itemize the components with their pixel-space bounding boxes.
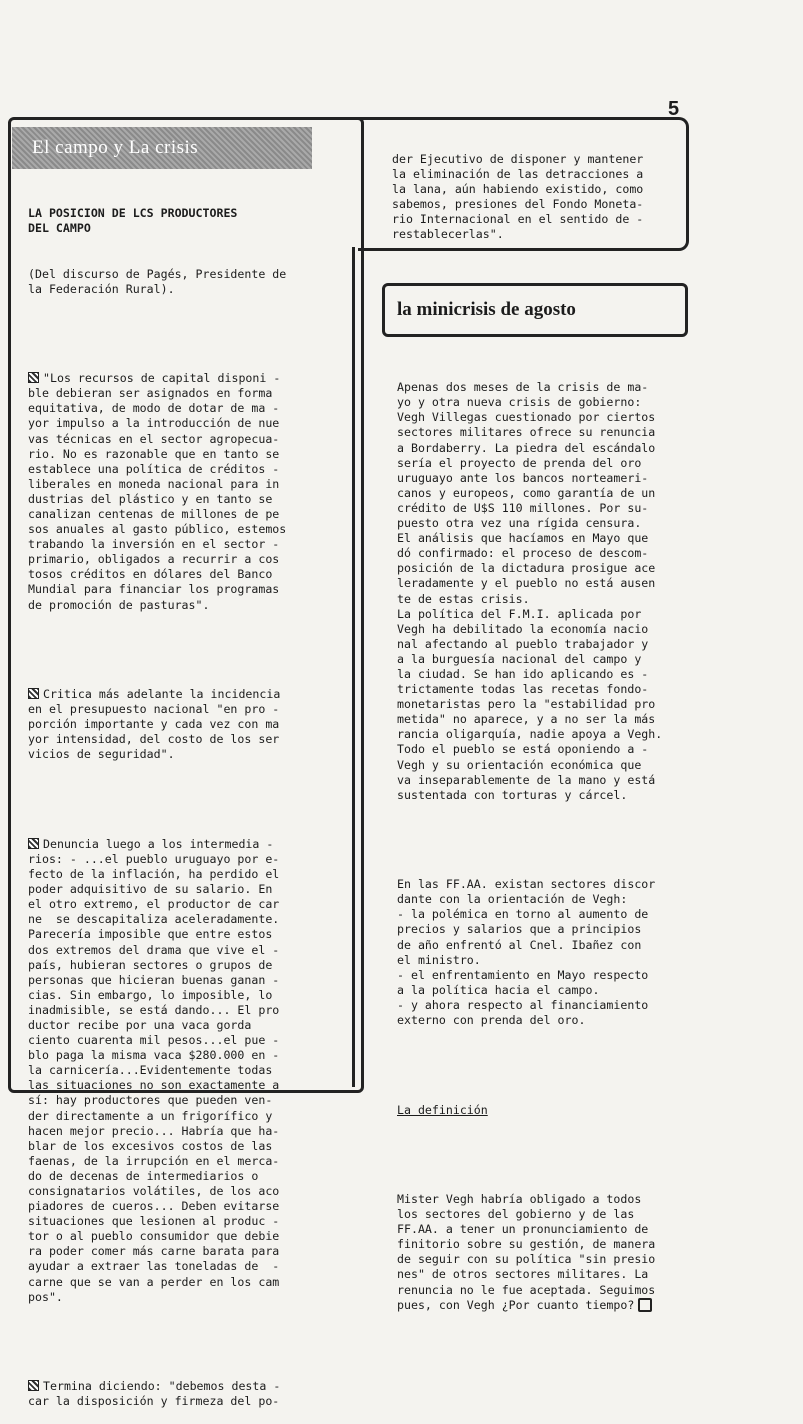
bullet-icon xyxy=(28,372,39,383)
end-mark-icon xyxy=(638,1298,652,1312)
minicrisis-paragraph-1: Apenas dos meses de la crisis de ma- yo y otra nueva crisis de gobierno: Vegh Villegas cuestionado por ciertos sectores militares ofrece su renuncia a Bordaberry. La piedra del escándalo sería el proyecto de prenda del oro uruguayo ante los bancos norteameri- canos y europeos, como garantía de un crédito de U$S 110 millones. Por su- puesto otra vez una rígida censura. El análisis que hacíamos en Mayo que dó confirmado: el proceso de descom- posición de la dictadura prosigue ace leradamente y el pueblo no está ausen te de estas crisis. La política del F.M.I. aplicada por Vegh ha debilitado la economía nacio nal afectando al pueblo trabajador y a la burguesía nacional del campo y la ciudad. Se han ido aplicando es - trictamente todas las recetas fondo- monetaristas pero la "estabilidad pro metida" no aparece, y a no ser la más rancia oligarquía, nadie apoya a Vegh. Todo el pueblo se está oponiendo a - Vegh y su orientación económica que va inseparablemente de la mano y está sustentada con torturas y cárcel. xyxy=(397,380,663,802)
article-source: (Del discurso de Pagés, Presidente de la Federación Rural). xyxy=(28,266,287,296)
minicrisis-title: la minicrisis de agosto xyxy=(382,283,688,337)
minicrisis-paragraph-2: En las FF.AA. existan sectores discor dante con la orientación de Vegh: - la polémica en torno al aumento de precios y salarios que a principios de año enfrentó al Cnel. Ibañez con el ministro. - el enfrentamiento en Mayo respecto a la política hacia el campo. - y ahora respecto al financiamiento externo con prenda del oro. xyxy=(397,877,656,1028)
paragraph-1: "Los recursos de capital disponi - ble debieran ser asignados en forma equitativa, de modo de dotar de ma - yor impulso a la introducción de nue vas técnicas en el sector agropecua- rio. No es razonable que en tanto se establece una política de créditos - liberales en moneda nacional para in dustrias del plástico y en tanto se canalizan centenas de millones de pe sos anuales al gasto público, estemos trabando la inversión en el sector - primario, obligados a recurrir a cos tosos créditos en dólares del Banco Mundial para financiar los programas de promoción de pasturas". xyxy=(28,371,287,612)
continuation-text: der Ejecutivo de disponer y mantener la eliminación de las detracciones a la lana, aún habiendo existido, como sabemos, presiones del Fondo Moneta- rio Internacional en el sentido de - restablecerlas". xyxy=(392,152,644,242)
section-title: El campo y La crisis xyxy=(12,127,312,169)
bullet-icon xyxy=(28,1380,39,1391)
page-number: 5 xyxy=(668,98,680,120)
definicion-subtitle: La definición xyxy=(397,1102,488,1117)
bullet-icon xyxy=(28,688,39,699)
paragraph-3: Denuncia luego a los intermedia - rios: - ...el pueblo uruguayo por e- fecto de la inflación, ha perdido el poder adquisitivo de su salario. En el otro extremo, el productor de car ne se descapitaliza aceleradamente. Parecería imposible que entre estos dos extremos del drama que vive el - país, hubieran sectores o grupos de personas que hicieran buenas ganan - cias. Sin embargo, lo imposible, lo inadmisible, se está dando... El pro ductor recibe por una vaca gorda ciento cuarenta mil pesos...el pue - blo paga la misma vaca $280.000 en - la carnicería...Evidentemente todas las situaciones no son exactamente a sí: hay productores que pueden ven- der directamente a un frigorífico y hacen mejor precio... Habría que ha- blar de los excesivos costos de las faenas, de la irrupción en el merca- do de decenas de intermediarios o consignatarios volátiles, de los aco piadores de cueros... Deben evitarse situaciones que lesionen al produc - tor o al pueblo consumidor que debie ra poder comer más carne barata para ayudar a extraer las toneladas de - carne que se van a perder en los cam pos". xyxy=(28,836,280,1304)
right-column xyxy=(397,350,687,1328)
bullet-icon xyxy=(28,838,39,849)
left-column xyxy=(28,176,348,1424)
minicrisis-paragraph-3: Mister Vegh habría obligado a todos los sectores del gobierno y de las FF.AA. a tener un pronunciamiento de finitorio sobre su gestión, de manera de seguir con su política "sin presio nes" de otros sectores militares. La renuncia no le fue aceptada. Seguimos pues, con Vegh ¿Por cuanto tiempo? xyxy=(397,1191,656,1312)
right-column-divider xyxy=(352,247,355,1087)
paragraph-2: Critica más adelante la incidencia en el presupuesto nacional "en pro - porción importante y cada vez con ma yor intensidad, del costo de los ser vicios de seguridad". xyxy=(28,687,281,762)
paragraph-4: Termina diciendo: "debemos desta - car la disposición y firmeza del po- xyxy=(28,1379,281,1409)
article-heading: LA POSICION DE LCS PRODUCTORES DEL CAMPO xyxy=(28,206,238,236)
